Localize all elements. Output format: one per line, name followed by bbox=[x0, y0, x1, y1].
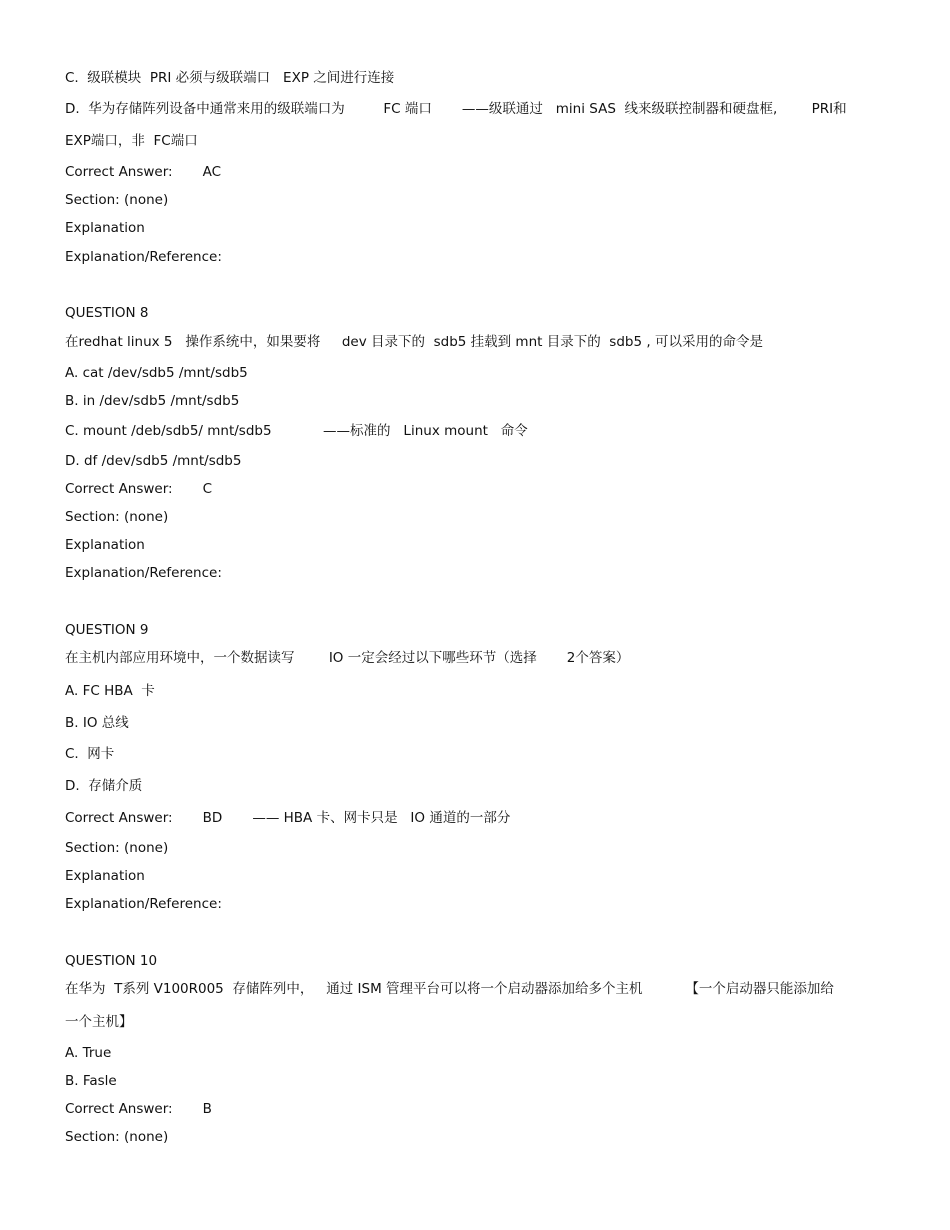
question-9-option-a: A. FC HBA 卡 bbox=[65, 683, 155, 699]
question-8-prompt: 在redhat linux 5 操作系统中，如果要将 dev 目录下的 sdb5 挂载到 mnt 目录下的 sdb5 , 可以采用的命令是 bbox=[65, 334, 763, 350]
question-9-explanation: Explanation bbox=[65, 868, 145, 884]
question-8-correct-answer: Correct Answer: C bbox=[65, 481, 213, 497]
prev-reference: Explanation/Reference: bbox=[65, 249, 222, 265]
question-9-section: Section: (none) bbox=[65, 840, 169, 856]
prev-correct-answer: Correct Answer: AC bbox=[65, 164, 222, 180]
prev-option-c: C. 级联模块 PRI 必须与级联端口 EXP 之间进行连接 bbox=[65, 70, 395, 86]
question-9-option-d: D. 存储介质 bbox=[65, 778, 143, 794]
question-10-option-b: B. Fasle bbox=[65, 1073, 117, 1089]
prev-option-d-line2: EXP端口，非 FC端口 bbox=[65, 133, 198, 149]
question-9-prompt: 在主机内部应用环境中，一个数据读写 IO 一定会经过以下哪些环节（选择 2个答案） bbox=[65, 650, 630, 666]
question-10-section: Section: (none) bbox=[65, 1129, 169, 1145]
question-9-correct-answer: Correct Answer: BD —— HBA 卡、网卡只是 IO 通道的一部分 bbox=[65, 810, 511, 826]
question-10-prompt-line1: 在华为 T系列 V100R005 存储阵列中， 通过 ISM 管理平台可以将一个启动器添加给多个主机 【一个启动器只能添加给 bbox=[65, 981, 834, 997]
question-8-section: Section: (none) bbox=[65, 509, 169, 525]
question-10-option-a: A. True bbox=[65, 1045, 112, 1061]
question-8-reference: Explanation/Reference: bbox=[65, 565, 222, 581]
question-8-explanation: Explanation bbox=[65, 537, 145, 553]
question-9-option-c: C. 网卡 bbox=[65, 746, 115, 762]
question-10-correct-answer: Correct Answer: B bbox=[65, 1101, 212, 1117]
prev-section: Section: (none) bbox=[65, 192, 169, 208]
prev-option-d-line1: D. 华为存储阵列设备中通常来用的级联端口为 FC 端口 ——级联通过 mini SAS 线来级联控制器和硬盘框, PRI和 bbox=[65, 101, 847, 117]
question-8-option-c: C. mount /deb/sdb5/ mnt/sdb5 ——标准的 Linux mount 命令 bbox=[65, 423, 528, 439]
question-8-option-a: A. cat /dev/sdb5 /mnt/sdb5 bbox=[65, 365, 248, 381]
question-9-option-b: B. IO 总线 bbox=[65, 715, 129, 731]
question-8-option-b: B. in /dev/sdb5 /mnt/sdb5 bbox=[65, 393, 240, 409]
prev-explanation: Explanation bbox=[65, 220, 145, 236]
question-10-title: QUESTION 10 bbox=[65, 953, 158, 969]
question-8-title: QUESTION 8 bbox=[65, 305, 149, 321]
question-10-prompt-line2: 一个主机】 bbox=[65, 1014, 133, 1030]
question-8-option-d: D. df /dev/sdb5 /mnt/sdb5 bbox=[65, 453, 242, 469]
question-9-title: QUESTION 9 bbox=[65, 622, 149, 638]
question-9-reference: Explanation/Reference: bbox=[65, 896, 222, 912]
